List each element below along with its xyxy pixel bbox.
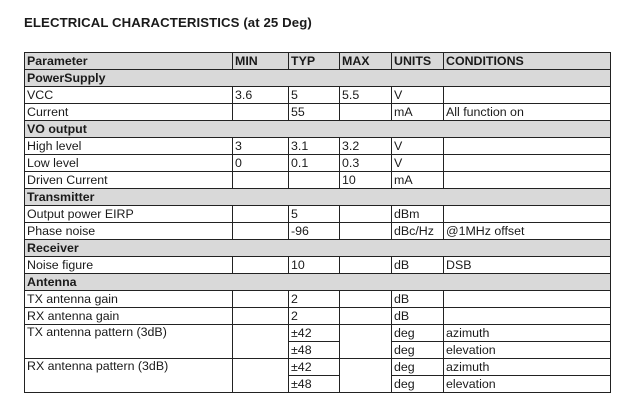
min-cell: 0: [233, 155, 289, 172]
table-header-row: [25, 53, 611, 70]
units-cell: dB: [392, 257, 444, 274]
units-cell: deg: [392, 376, 444, 393]
param-cell: Noise figure: [25, 257, 233, 274]
min-cell: [233, 206, 289, 223]
max-cell: [340, 308, 392, 325]
typ-cell: 5: [289, 87, 340, 104]
units-cell: mA: [392, 104, 444, 121]
param-cell: Driven Current: [25, 172, 233, 189]
typ-cell: 3.1: [289, 138, 340, 155]
conditions-cell: @1MHz offset: [444, 223, 611, 240]
param-cell: Current: [25, 104, 233, 121]
table-row: [25, 206, 611, 223]
conditions-cell: [444, 138, 611, 155]
max-cell: 3.2: [340, 138, 392, 155]
table-row: [25, 104, 611, 121]
typ-cell: ±42: [289, 325, 340, 342]
typ-cell: ±42: [289, 359, 340, 376]
units-cell: V: [392, 87, 444, 104]
max-cell: [340, 325, 392, 359]
conditions-cell: [444, 155, 611, 172]
max-cell: 10: [340, 172, 392, 189]
table-row: [25, 138, 611, 155]
min-cell: 3.6: [233, 87, 289, 104]
conditions-cell: elevation: [444, 342, 611, 359]
units-cell: dB: [392, 291, 444, 308]
min-cell: [233, 223, 289, 240]
typ-cell: -96: [289, 223, 340, 240]
units-cell: deg: [392, 325, 444, 342]
min-cell: [233, 291, 289, 308]
max-cell: [340, 206, 392, 223]
section-row-receiver: [25, 240, 611, 257]
typ-cell: [289, 172, 340, 189]
header-units: UNITS: [392, 53, 444, 70]
units-cell: dB: [392, 308, 444, 325]
max-cell: [340, 223, 392, 240]
table-row: [25, 172, 611, 189]
table-row: [25, 291, 611, 308]
max-cell: [340, 104, 392, 121]
section-row-transmitter: [25, 189, 611, 206]
param-cell: TX antenna gain: [25, 291, 233, 308]
section-row-vo-output: [25, 121, 611, 138]
typ-cell: ±48: [289, 342, 340, 359]
typ-cell: ±48: [289, 376, 340, 393]
conditions-cell: DSB: [444, 257, 611, 274]
header-conditions: CONDITIONS: [444, 53, 611, 70]
min-cell: [233, 172, 289, 189]
min-cell: [233, 308, 289, 325]
param-cell: Low level: [25, 155, 233, 172]
param-cell: Phase noise: [25, 223, 233, 240]
table-row: [25, 359, 611, 376]
min-cell: [233, 359, 289, 393]
header-typ: TYP: [289, 53, 340, 70]
typ-cell: 10: [289, 257, 340, 274]
section-row-antenna: [25, 274, 611, 291]
typ-cell: 0.1: [289, 155, 340, 172]
header-parameter: Parameter: [25, 53, 233, 70]
min-cell: 3: [233, 138, 289, 155]
max-cell: 5.5: [340, 87, 392, 104]
min-cell: [233, 104, 289, 121]
section-title: VO output: [25, 121, 611, 138]
units-cell: deg: [392, 359, 444, 376]
min-cell: [233, 325, 289, 359]
param-cell: TX antenna pattern (3dB): [25, 325, 233, 359]
param-cell: Output power EIRP: [25, 206, 233, 223]
param-cell: High level: [25, 138, 233, 155]
page-title: ELECTRICAL CHARACTERISTICS (at 25 Deg): [24, 15, 312, 30]
section-title: Transmitter: [25, 189, 611, 206]
typ-cell: 5: [289, 206, 340, 223]
units-cell: dBm: [392, 206, 444, 223]
conditions-cell: [444, 172, 611, 189]
table-row: [25, 87, 611, 104]
max-cell: [340, 359, 392, 393]
table-row: [25, 257, 611, 274]
table-row: [25, 308, 611, 325]
table-row: [25, 155, 611, 172]
conditions-cell: [444, 87, 611, 104]
units-cell: V: [392, 138, 444, 155]
section-title: Antenna: [25, 274, 611, 291]
conditions-cell: [444, 206, 611, 223]
max-cell: [340, 257, 392, 274]
max-cell: [340, 291, 392, 308]
table-row: [25, 223, 611, 240]
param-cell: VCC: [25, 87, 233, 104]
units-cell: mA: [392, 172, 444, 189]
conditions-cell: azimuth: [444, 359, 611, 376]
max-cell: 0.3: [340, 155, 392, 172]
typ-cell: 2: [289, 308, 340, 325]
section-row-power-supply: [25, 70, 611, 87]
section-title: PowerSupply: [25, 70, 611, 87]
units-cell: V: [392, 155, 444, 172]
table-row: [25, 325, 611, 342]
electrical-characteristics-table: [24, 52, 611, 393]
typ-cell: 2: [289, 291, 340, 308]
conditions-cell: [444, 291, 611, 308]
units-cell: deg: [392, 342, 444, 359]
header-min: MIN: [233, 53, 289, 70]
conditions-cell: [444, 308, 611, 325]
typ-cell: 55: [289, 104, 340, 121]
section-title: Receiver: [25, 240, 611, 257]
conditions-cell: All function on: [444, 104, 611, 121]
header-max: MAX: [340, 53, 392, 70]
conditions-cell: elevation: [444, 376, 611, 393]
units-cell: dBc/Hz: [392, 223, 444, 240]
min-cell: [233, 257, 289, 274]
param-cell: RX antenna gain: [25, 308, 233, 325]
conditions-cell: azimuth: [444, 325, 611, 342]
param-cell: RX antenna pattern (3dB): [25, 359, 233, 393]
